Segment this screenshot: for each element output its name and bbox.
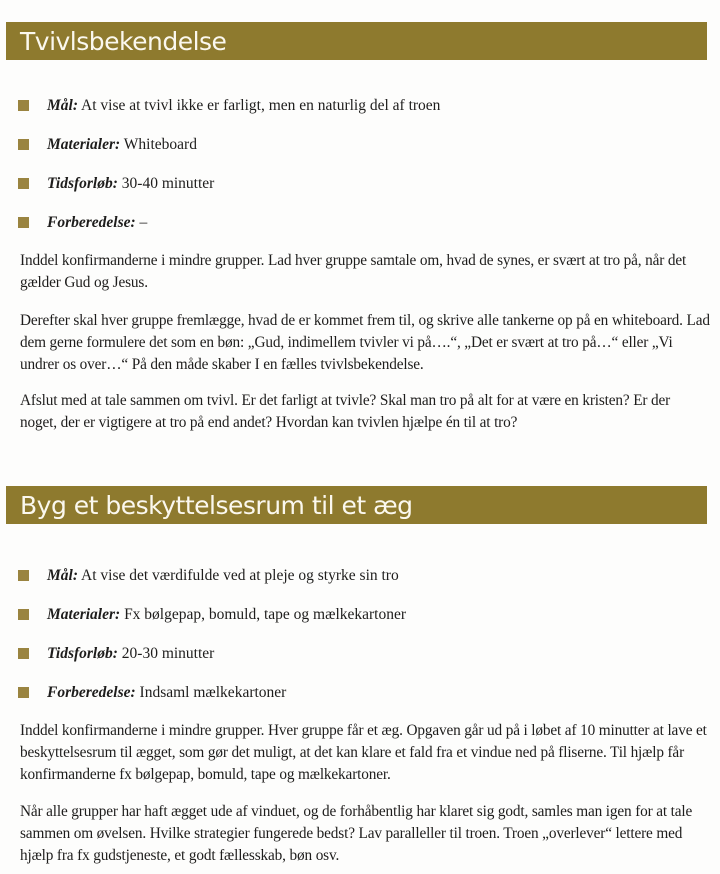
info-label: Tidsforløb: [47,175,118,192]
square-bullet-icon [18,217,29,228]
info-item-duration [18,174,440,213]
info-label: Mål: [47,567,78,584]
info-value: Indsaml mælkekartoner [139,684,287,701]
info-label: Materialer: [47,606,121,623]
info-label: Forberedelse: [47,684,136,701]
info-item-materials [18,135,440,174]
square-bullet-icon [18,178,29,189]
info-item-duration [18,644,406,683]
section-title-bar [6,22,707,60]
section-title: Tvivlsbekendelse [20,26,227,56]
info-label: Materialer: [47,136,121,153]
square-bullet-icon [18,648,29,659]
square-bullet-icon [18,100,29,111]
info-label: Forberedelse: [47,214,136,231]
body-paragraph: Afslut med at tale sammen om tvivl. Er det farligt at tvivle? Skal man tro på alt for at være en kristen? Er der noget, der er vigtigere at tro på end andet? Hvordan kan tvivlen hjælpe én til at tro? [20,392,671,431]
info-item-preparation [18,683,406,722]
square-bullet-icon [18,570,29,581]
info-list [18,96,440,252]
info-value: Fx bølgepap, bomuld, tape og mælkekartoner [124,606,407,623]
info-value: 30-40 minutter [121,175,215,192]
body-paragraph: Når alle grupper har haft ægget ude af vinduet, og de forhåbentlig har klaret sig godt, samles man igen for at tale sammen om øvelsen. Hvilke strategier fungerede bedst? Lav paralleller til troen. Troen „overlever“ lettere med hjælp fra fx gudstjeneste, et godt fællesskab, bøn osv. [20,803,693,864]
info-item-materials [18,605,406,644]
info-label: Mål: [47,97,78,114]
info-list [18,566,406,722]
info-value: – [139,214,148,231]
square-bullet-icon [18,687,29,698]
info-value: 20-30 minutter [121,645,215,662]
body-paragraph: Derefter skal hver gruppe fremlægge, hvad de er kommet frem til, og skrive alle tankerne op på en whiteboard. Lad dem gerne formulere det som en bøn: „Gud, indimellem tvivler vi på….“, „Det er svært at tro på…“ eller „Vi undrer os over…“ På den måde skaber I en fælles tvivlsbekendelse. [20,312,710,373]
info-value: At vise det værdifulde ved at pleje og styrke sin tro [81,567,399,584]
square-bullet-icon [18,609,29,620]
info-label: Tidsforløb: [47,645,118,662]
body-paragraph: Inddel konfirmanderne i mindre grupper. Hver gruppe får et æg. Opgaven går ud på i løbet af 10 minutter at lave et beskyttelsesrum til ægget, som gør det muligt, at det kan klare et fald fra et vindue ned på fliserne. Til hjælp får konfirmanderne fx bølgepap, bomuld, tape og mælkekartoner. [20,722,707,783]
square-bullet-icon [18,139,29,150]
info-item-preparation [18,213,440,252]
info-value: Whiteboard [123,136,197,153]
info-value: At vise at tvivl ikke er farligt, men en naturlig del af troen [81,97,441,114]
section-title: Byg et beskyttelsesrum til et æg [20,490,413,520]
info-item-goal [18,96,440,135]
info-item-goal [18,566,406,605]
section-title-bar [6,486,707,524]
body-paragraph: Inddel konfirmanderne i mindre grupper. Lad hver gruppe samtale om, hvad de synes, er svært at tro på, når det gælder Gud og Jesus. [20,252,687,291]
